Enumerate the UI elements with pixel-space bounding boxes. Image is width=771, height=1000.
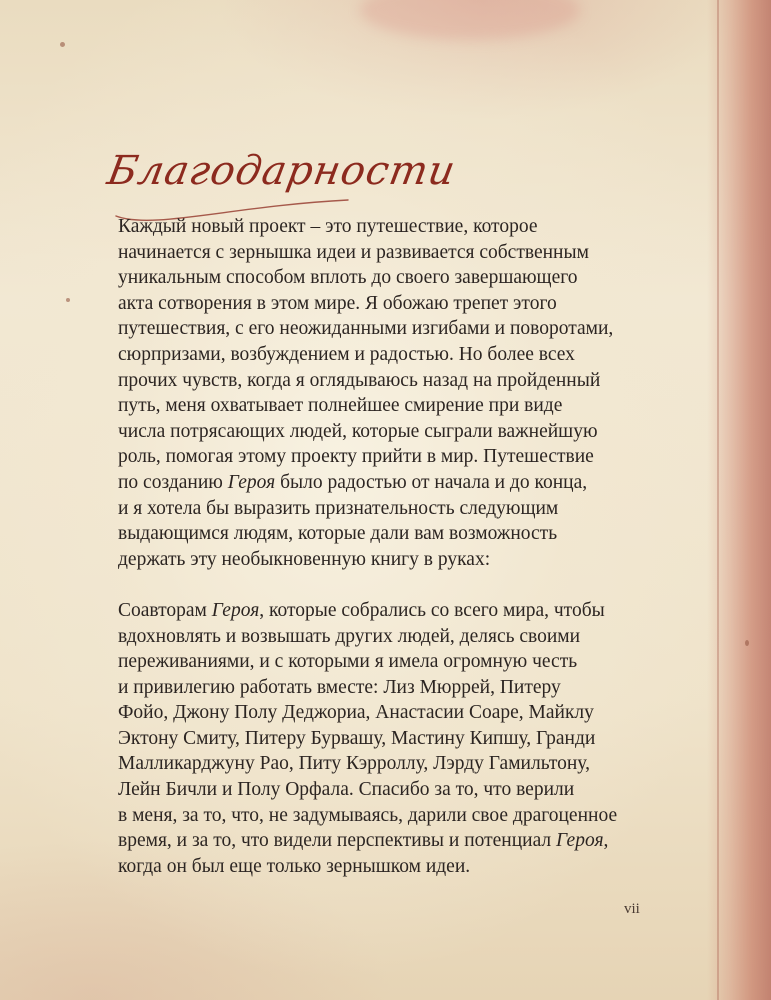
text-line: по созданию Героя было радостью от начала и до конца, <box>118 471 588 493</box>
text-line: Каждый новый проект – это путешествие, которое <box>118 216 538 237</box>
text-line: роль, помогая этому проекту прийти в мир. Путешествие <box>118 446 594 468</box>
text-line: путь, меня охватывает полнейшее смирение при виде <box>118 395 563 417</box>
text-line: Лейн Бичли и Полу Орфала. Спасибо за то, что верили <box>118 779 575 801</box>
text-line: в меня, за то, что, не задумываясь, дарили свое драгоценное <box>118 804 618 826</box>
text-line: Малликарджуну Рао, Питу Кэрроллу, Лэрду Гамильтону, <box>118 753 590 775</box>
text-line: время, и за то, что видели перспективы и потенциал Героя, <box>118 830 609 852</box>
text-line: выдающимся людям, которые дали вам возможность <box>118 523 558 545</box>
text-line: акта сотворения в этом мире. Я обожаю трепет этого <box>118 292 557 314</box>
text-line: начинается с зернышка идеи и развивается собственным <box>118 241 589 263</box>
paper-speck <box>60 42 65 47</box>
text-line: и я хотела бы выразить признательность следующим <box>118 497 559 519</box>
text-line: Соавторам Героя, которые собрались со всего мира, чтобы <box>118 599 605 621</box>
text-line: вдохновлять и возвышать других людей, делясь своими <box>118 625 581 647</box>
page-number: vii <box>624 901 640 917</box>
paper-stain <box>360 0 580 40</box>
text-line: переживаниями, и с которыми я имела огромную честь <box>118 651 578 673</box>
text-line: держать эту необыкновенную книгу в руках: <box>118 548 491 570</box>
text-line: сюрпризами, возбуждением и радостью. Но более всех <box>118 343 575 365</box>
paper-speck <box>66 298 70 302</box>
page-heading: Благодарности <box>103 148 460 194</box>
text-line: Эктону Смиту, Питеру Бурвашу, Мастину Кипшу, Гранди <box>118 727 596 749</box>
text-line: и привилегию работать вместе: Лиз Мюррей, Питеру <box>118 676 561 698</box>
page-edge-line <box>717 0 719 1000</box>
text-line: прочих чувств, когда я оглядываюсь назад на пройденный <box>118 369 601 391</box>
text-line: когда он был еще только зернышком идеи. <box>118 855 471 877</box>
paragraph <box>118 598 638 880</box>
text-line: уникальным способом вплоть до своего завершающего <box>118 267 578 289</box>
body-text <box>118 214 638 879</box>
text-line: числа потрясающих людей, которые сыграли важнейшую <box>118 420 598 442</box>
text-line: путешествия, с его неожиданными изгибами и поворотами, <box>118 318 614 340</box>
paragraph <box>118 214 638 572</box>
text-line: Фойо, Джону Полу Деджориа, Анастасии Соаре, Майклу <box>118 702 594 724</box>
paper-speck <box>745 640 749 646</box>
